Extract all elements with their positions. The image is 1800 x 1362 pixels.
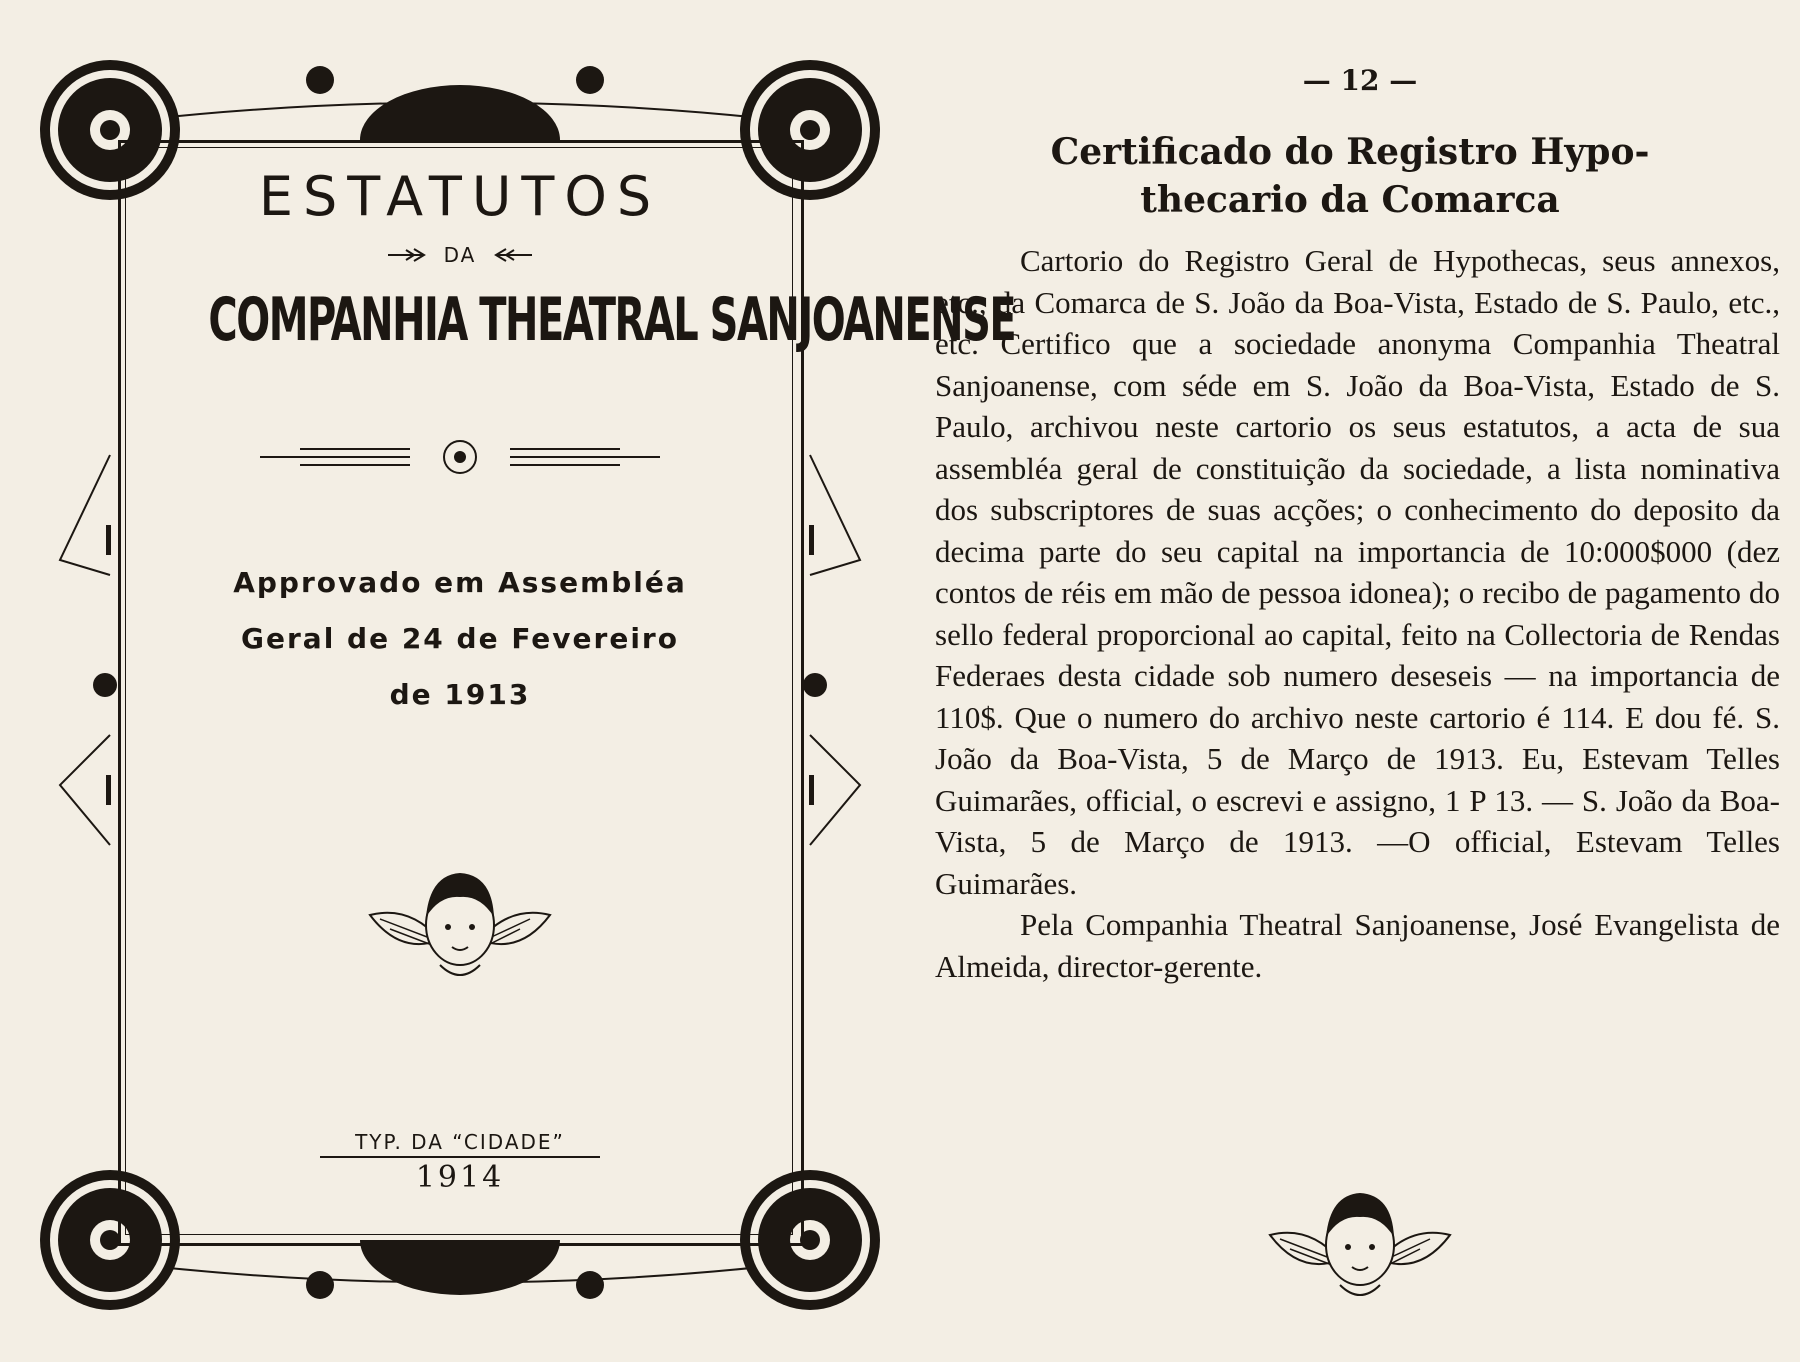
cover-da: DA <box>443 243 477 267</box>
heading-line: thecario da Comarca <box>1140 179 1560 221</box>
certificate-body <box>935 240 1780 987</box>
approval-line: de 1913 <box>389 678 531 711</box>
cover-approval-text <box>120 555 800 723</box>
sunburst-bottom <box>360 1240 560 1295</box>
certificate-paragraph: Cartorio do Registro Geral de Hypothecas, seus annexos, etc., da Comarca de S. João da Boa-Vista, Estado de S. Paulo, etc., etc. Certifico que a sociedade anonyma Companhia Theatral Sanjoanense, com séde em S. João da Boa-Vista, Estado de S. Paulo, archivou neste cartorio os seus estatutos, a acta de sua assembléa geral de constituição da sociedade, a lista nominativa dos subscriptores de suas acções; o conhecimento do deposito da decima parte do seu capital na importancia de 10:000$000 (dez contos de réis em mão de pessoa idonea); o recibo de pagamento do sello federal proporcional ao capital, feito na Collectoria de Rendas Federaes desta cidade sob numero deseseis — na importancia de 110$. Que o numero do archivo neste cartorio é 114. E dou fé. S. João da Boa-Vista, 5 de Março de 1913. Eu, Estevam Telles Guimarães, official, o escrevi e assigno, 1 P 13. — S. João da Boa-Vista, 5 de Março de 1913. —O official, Estevam Telles Guimarães. <box>935 243 1780 901</box>
sunburst-top <box>360 85 560 140</box>
signature-paragraph: Pela Companhia Theatral Sanjoanense, José Evangelista de Almeida, director-gerente. <box>935 907 1780 984</box>
approval-line: Approvado em Assembléa <box>233 566 687 599</box>
cover-page <box>30 45 1016 1315</box>
heading-line: Certificado do Registro Hypo- <box>1050 131 1650 173</box>
arrow-ornament-icon <box>490 247 532 263</box>
cherub-vignette-icon <box>360 845 560 1005</box>
cover-title: ESTATUTOS <box>258 165 662 228</box>
page-number: — 12 — <box>1302 64 1418 97</box>
approval-line: Geral de 24 de Fevereiro <box>241 622 679 655</box>
cover-year: 1914 <box>415 1160 505 1195</box>
cover-da-row <box>120 243 800 267</box>
cover-printer: TYP. DA “CIDADE” <box>320 1130 600 1158</box>
certificate-heading <box>935 128 1765 224</box>
arrow-ornament-icon <box>388 247 430 263</box>
flourish-divider-icon <box>260 437 660 477</box>
cherub-vignette-icon <box>1260 1165 1460 1325</box>
cover-company-name: COMPANHIA THEATRAL SANJOANENSE <box>208 285 1016 355</box>
